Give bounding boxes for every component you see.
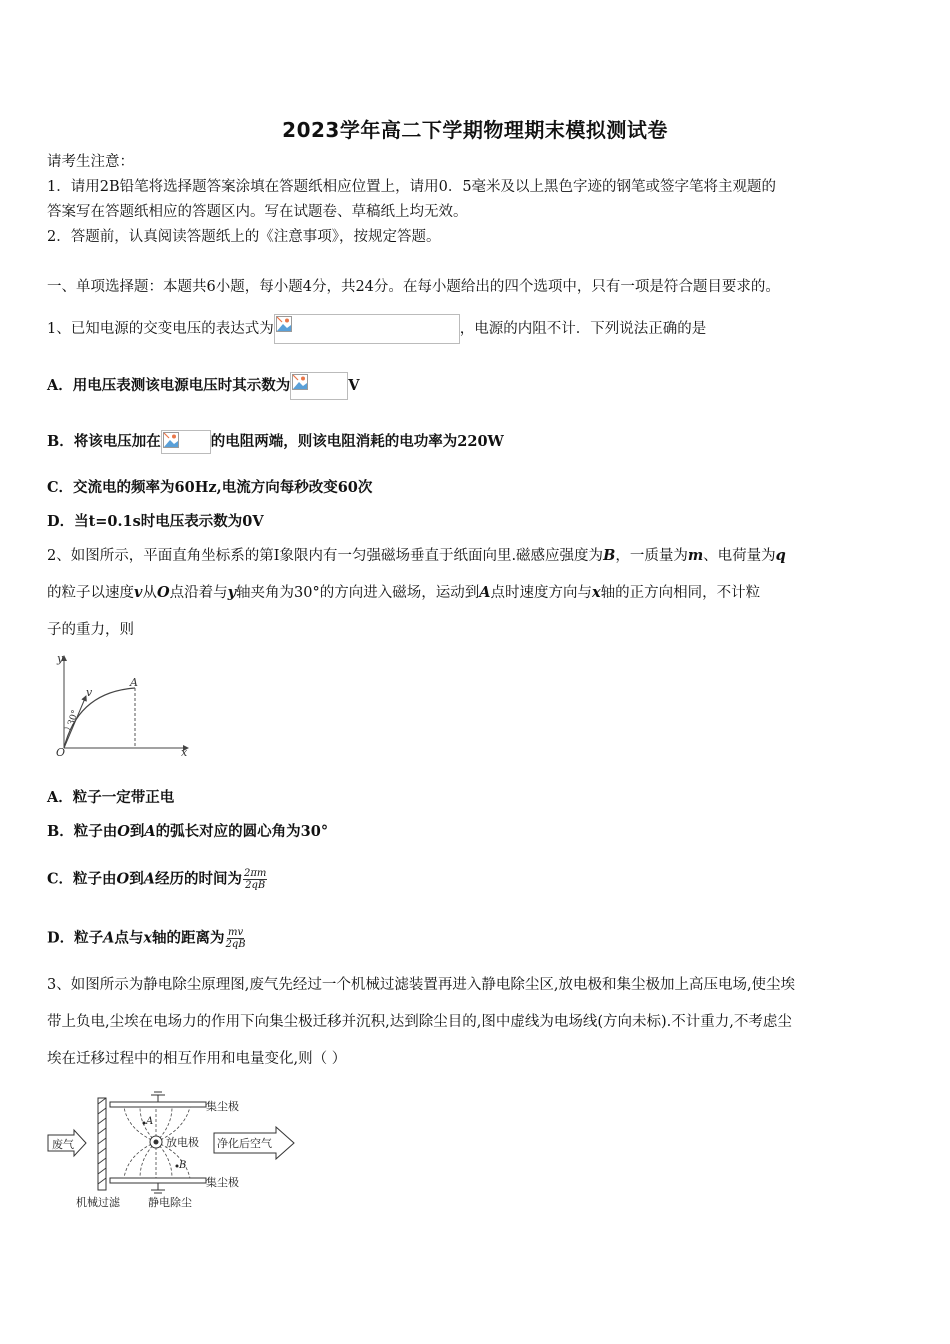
formula-image-placeholder bbox=[274, 314, 460, 344]
q2-option-text: 到 bbox=[129, 870, 144, 888]
point-b-label: B bbox=[179, 1160, 187, 1171]
mechanical-filter bbox=[98, 1098, 106, 1190]
q2-symbol-a: A bbox=[143, 870, 155, 888]
formula-image-placeholder bbox=[290, 372, 348, 400]
q1-option-a-unit: V bbox=[348, 377, 360, 394]
q2-symbol-a: A bbox=[479, 584, 491, 601]
time-fraction bbox=[243, 868, 267, 891]
q2-text: 点沿着与 bbox=[169, 585, 228, 601]
q3-electrostatic-precipitator-figure bbox=[44, 1090, 300, 1212]
q2-symbol-o: O bbox=[117, 823, 130, 840]
q1-stem-text-b: ，电源的内阻不计．下列说法正确的是 bbox=[459, 321, 707, 337]
q1-option-b-text-b: 的电阻两端，则该电阻消耗的电功率为220W bbox=[210, 433, 504, 450]
broken-image-icon bbox=[163, 432, 179, 448]
q2-text: 轴夹角为30°的方向进入磁场，运动到 bbox=[236, 585, 480, 601]
q2-symbol-y: y bbox=[227, 584, 237, 601]
q2-symbol-v: v bbox=[134, 584, 143, 601]
q1-option-d: D．当t=0.1s时电压表示数为0V bbox=[47, 513, 264, 530]
q1-option-b-text-a: B．将该电压加在 bbox=[47, 433, 161, 450]
clean-air-label: 净化后空气 bbox=[217, 1137, 272, 1150]
q2-symbol-a: A bbox=[103, 929, 115, 947]
top-collector-plate bbox=[110, 1102, 206, 1107]
q2-symbol-m: m bbox=[687, 547, 704, 564]
fraction-numerator: mv bbox=[227, 927, 244, 938]
q3-stem-line-3: 埃在迁移过程中的相互作用和电量变化,则（ ） bbox=[47, 1051, 347, 1067]
electrostatic-section-label: 静电除尘 bbox=[148, 1196, 192, 1209]
notice-item-2: 2．答题前，认真阅读答题纸上的《注意事项》，按规定答题。 bbox=[47, 229, 441, 245]
q2-option-text: B．粒子由 bbox=[47, 823, 118, 840]
q2-option-text: 点与 bbox=[114, 929, 144, 947]
q2-option-text: 到 bbox=[129, 823, 145, 840]
waste-gas-label: 废气 bbox=[52, 1138, 74, 1151]
point-a-label: A bbox=[146, 1116, 154, 1127]
q2-option-text: 经历的时间为 bbox=[154, 870, 242, 888]
broken-image-icon bbox=[292, 374, 308, 390]
q2-symbol-x: x bbox=[591, 584, 601, 601]
fraction-denominator: 2qB bbox=[225, 939, 246, 950]
bottom-collector-plate bbox=[110, 1178, 206, 1183]
q1-option-a-text: A．用电压表测该电源电压时其示数为 bbox=[47, 377, 291, 394]
q2-stem-line-1 bbox=[47, 546, 786, 566]
q2-stem-line-3: 子的重力，则 bbox=[47, 622, 134, 638]
q2-option-b bbox=[47, 822, 328, 842]
section-heading: 一、单项选择题：本题共6小题，每小题4分，共24分。在每小题给出的四个选项中，只有一项是符合题目要求的。 bbox=[47, 279, 780, 295]
q2-symbol-o: O bbox=[156, 584, 170, 601]
notice-heading: 请考生注意： bbox=[47, 154, 134, 170]
q2-option-text: 的弧长对应的圆心角为30° bbox=[155, 823, 329, 840]
q2-text: 2、如图所示，平面直角坐标系的第Ⅰ象限内有一匀强磁场垂直于纸面向里.磁感应强度为 bbox=[47, 548, 604, 564]
q2-text: 从 bbox=[142, 585, 157, 601]
q2-coordinate-figure bbox=[48, 650, 198, 758]
q2-option-text: C．粒子由 bbox=[47, 870, 117, 888]
q3-stem-line-1: 3、如图所示为静电除尘原理图,废气先经过一个机械过滤装置再进入静电除尘区,放电极和集尘极加上高压电场,使尘埃 bbox=[47, 977, 796, 993]
mechanical-filter-label: 机械过滤 bbox=[76, 1196, 120, 1209]
angle-label: 30° bbox=[66, 708, 81, 728]
notice-item-1b: 答案写在答题纸相应的答题区内。写在试题卷、草稿纸上均无效。 bbox=[47, 204, 468, 220]
q1-stem-text-a: 1、已知电源的交变电压的表达式为 bbox=[47, 321, 274, 337]
q2-option-a: A．粒子一定带正电 bbox=[47, 789, 175, 806]
velocity-label: v bbox=[86, 686, 93, 699]
distance-fraction bbox=[226, 927, 246, 950]
q2-option-text: 轴的距离为 bbox=[152, 929, 225, 947]
q2-text: 点时速度方向与 bbox=[490, 585, 592, 601]
fraction-denominator: 2qB bbox=[245, 880, 266, 891]
q2-symbol-q: q bbox=[775, 547, 786, 564]
q1-stem bbox=[47, 314, 706, 344]
broken-image-icon bbox=[276, 316, 292, 332]
q1-option-c: C．交流电的频率为60Hz,电流方向每秒改变60次 bbox=[47, 479, 373, 496]
page-title: 2023学年高二下学期物理期末模拟测试卷 bbox=[282, 118, 668, 142]
point-a-label: A bbox=[130, 676, 138, 689]
discharge-electrode-core bbox=[154, 1140, 159, 1145]
q1-option-b bbox=[47, 430, 504, 454]
q2-symbol-b: B bbox=[603, 547, 616, 564]
q2-symbol-x: x bbox=[143, 929, 152, 947]
q2-text: 的粒子以速度 bbox=[47, 585, 134, 601]
q1-option-a bbox=[47, 372, 360, 400]
formula-image-placeholder bbox=[161, 430, 211, 454]
top-collector-label: 集尘极 bbox=[206, 1100, 239, 1113]
q2-text: ，一质量为 bbox=[615, 548, 688, 564]
bottom-collector-label: 集尘极 bbox=[206, 1176, 239, 1189]
q2-option-c bbox=[47, 868, 267, 891]
q2-text: 、电荷量为 bbox=[703, 548, 776, 564]
q2-symbol-a: A bbox=[144, 823, 156, 840]
fraction-numerator: 2πm bbox=[243, 868, 267, 879]
q2-option-d bbox=[47, 927, 246, 950]
discharge-electrode-label: 放电极 bbox=[166, 1136, 199, 1149]
q2-option-text: D．粒子 bbox=[47, 929, 104, 947]
q2-stem-line-2 bbox=[47, 583, 760, 603]
angle-arc bbox=[64, 728, 70, 730]
q2-symbol-o: O bbox=[116, 870, 130, 888]
notice-item-1a: 1．请用2B铅笔将选择题答案涂填在答题纸相应位置上，请用0．5毫米及以上黑色字迹的钢笔或签字笔将主观题的 bbox=[47, 179, 777, 195]
origin-label: O bbox=[56, 746, 66, 758]
q3-stem-line-2: 带上负电,尘埃在电场力的作用下向集尘极迁移并沉积,达到除尘目的,图中虚线为电场线(方向未标).不计重力,不考虑尘 bbox=[47, 1014, 792, 1030]
x-axis-label: x bbox=[181, 746, 188, 758]
y-axis-label: y bbox=[57, 652, 64, 665]
q2-text: 轴的正方向相同，不计粒 bbox=[600, 585, 761, 601]
